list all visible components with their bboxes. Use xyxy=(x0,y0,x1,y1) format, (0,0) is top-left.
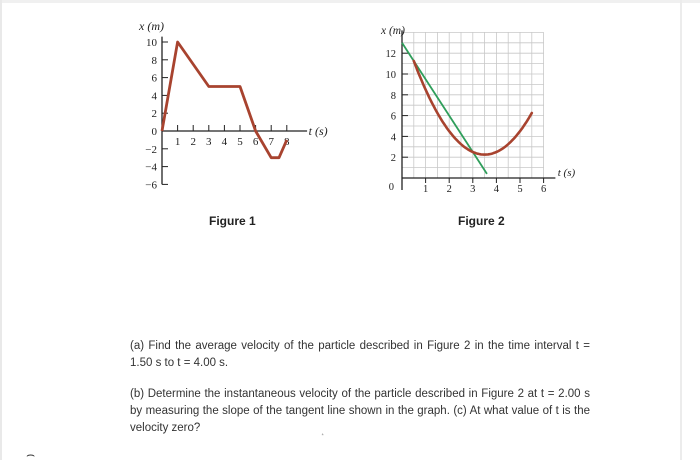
figure-1-y-tick-label: −6 xyxy=(145,179,157,192)
figure-2-x-tick-label: 2 xyxy=(446,184,452,195)
figure-1-y-tick-label: −4 xyxy=(145,161,157,174)
figure-2-y-tick-label: 10 xyxy=(385,70,396,81)
figure-1-y-tick-label: 10 xyxy=(146,37,157,49)
figure-1-x-tick-label: 1 xyxy=(174,136,181,148)
figure-1-y-tick-label: 4 xyxy=(151,90,157,103)
figure-2-y-tick-label: 0 xyxy=(388,182,394,193)
figure-1-y-tick-label: 0 xyxy=(151,126,157,138)
corner-mark: ⌢ xyxy=(26,446,36,462)
figure-1-x-tick-label: 7 xyxy=(268,136,274,148)
figure-2-caption: Figure 2 xyxy=(458,214,505,228)
figure-2-x-tick-label: 3 xyxy=(470,184,476,195)
figure-2-x-tick-label: 4 xyxy=(493,184,500,195)
figure-2-y-tick-label: 2 xyxy=(390,153,396,165)
figure-1-x-tick-label: 6 xyxy=(252,136,259,148)
figure-1-y-tick-label: 8 xyxy=(151,54,157,67)
figure-1-caption: Figure 1 xyxy=(209,214,256,228)
figure-1-x-tick-label: 3 xyxy=(206,136,212,148)
cursor-mark: ˔ xyxy=(321,428,325,439)
figure-1-x-tick-label: 5 xyxy=(237,136,243,148)
question-a: (a) Find the average velocity of the particle described in Figure 2 in the time interval t = 1.50 s to t = 4.00 s. xyxy=(130,340,590,369)
figure-1-x-tick-label: 2 xyxy=(190,136,196,148)
figure-2-chart xyxy=(380,25,576,195)
figure-2-y-tick-label: 12 xyxy=(385,49,396,61)
figure-2-x-tick-label: 1 xyxy=(422,184,429,195)
figure-2-y-axis-label: x (m) xyxy=(381,25,405,37)
question-bc: (b) Determine the instantaneous velocity of the particle described in Figure 2 at t = 2.00 s by measuring the slope of the tangent line shown in the graph. (c) At what value of t is the velocity zero? xyxy=(130,388,590,434)
figure-2-y-tick-label: 6 xyxy=(390,111,396,123)
figure-2-x-tick-label: 5 xyxy=(517,184,523,195)
figure-1-chart xyxy=(138,19,328,191)
figure-1-x-axis-label: t (s) xyxy=(308,124,328,138)
figure-2-y-tick-label: 8 xyxy=(390,90,396,102)
figure-1-y-axis-label: x (m) xyxy=(139,19,164,33)
figure-1-y-tick-label: 2 xyxy=(151,108,157,121)
figure-1-x-tick-label: 8 xyxy=(284,136,290,148)
figure-2-x-axis-label: t (s) xyxy=(557,167,576,179)
figure-1-y-tick-label: 6 xyxy=(151,72,157,85)
figure-1-x-tick-label: 4 xyxy=(221,136,228,148)
figure-2-y-tick-label: 4 xyxy=(390,132,396,144)
figure-2-x-tick-label: 6 xyxy=(540,184,547,195)
figure-1-y-tick-label: −2 xyxy=(145,143,157,156)
